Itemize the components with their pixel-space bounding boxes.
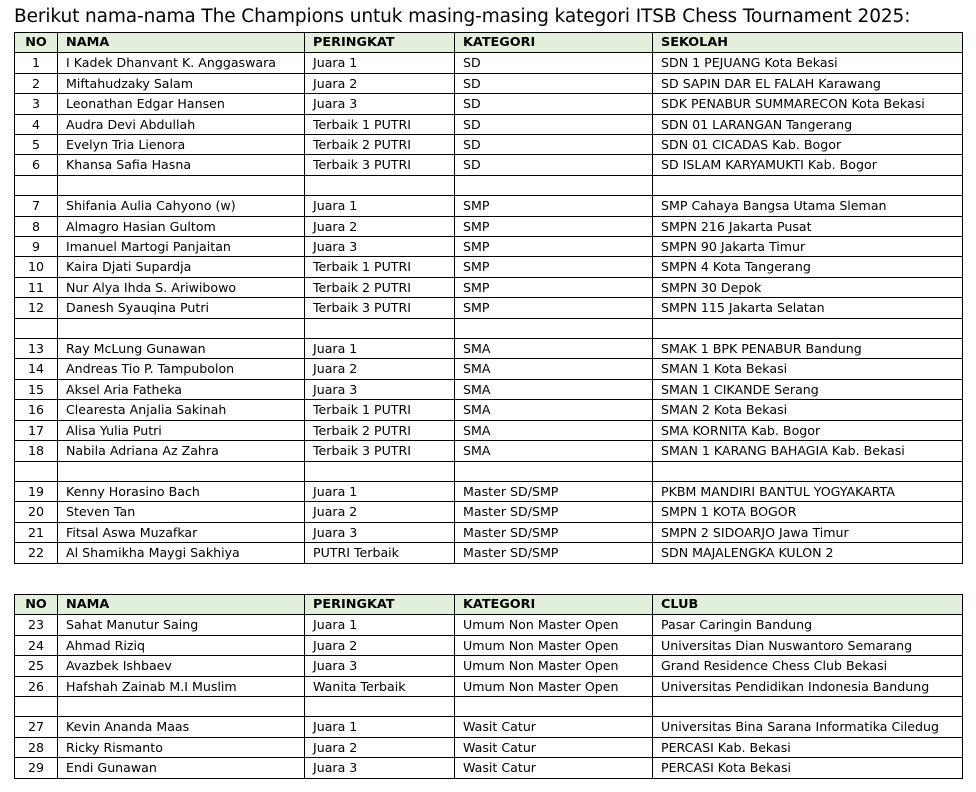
cell-nama: Kaira Djati Supardja (58, 257, 305, 277)
empty-cell (15, 318, 58, 338)
cell-peringkat: Terbaik 1 PUTRI (305, 257, 455, 277)
empty-cell (455, 697, 653, 717)
table-row (15, 359, 963, 379)
cell-organisasi: SDK PENABUR SUMMARECON Kota Bekasi (653, 94, 963, 114)
cell-nama: Kenny Horasino Bach (58, 481, 305, 501)
cell-no: 6 (15, 155, 58, 175)
cell-organisasi: Universitas Bina Sarana Informatika Ciledug (653, 717, 963, 737)
cell-kategori: SMP (455, 196, 653, 216)
cell-peringkat: Juara 1 (305, 53, 455, 73)
cell-organisasi: SMAN 1 Kota Bekasi (653, 359, 963, 379)
school-champions-table (14, 32, 963, 564)
table-row (15, 73, 963, 93)
cell-peringkat: Juara 2 (305, 359, 455, 379)
cell-peringkat: Juara 2 (305, 737, 455, 757)
cell-no: 18 (15, 441, 58, 461)
cell-no: 2 (15, 73, 58, 93)
cell-peringkat: Juara 2 (305, 502, 455, 522)
cell-no: 14 (15, 359, 58, 379)
cell-no: 1 (15, 53, 58, 73)
header-nama: NAMA (58, 33, 305, 53)
header-kategori: KATEGORI (455, 33, 653, 53)
cell-kategori: SMP (455, 277, 653, 297)
header-sekolah: SEKOLAH (653, 33, 963, 53)
cell-kategori: Wasit Catur (455, 717, 653, 737)
cell-nama: Leonathan Edgar Hansen (58, 94, 305, 114)
cell-kategori: SD (455, 73, 653, 93)
cell-no: 25 (15, 656, 58, 676)
cell-nama: Al Shamikha Maygi Sakhiya (58, 543, 305, 563)
cell-nama: Danesh Syauqina Putri (58, 298, 305, 318)
header-kategori: KATEGORI (455, 595, 653, 615)
cell-kategori: Wasit Catur (455, 758, 653, 778)
spacer-row (15, 318, 963, 338)
cell-nama: Sahat Manutur Saing (58, 615, 305, 635)
cell-kategori: SD (455, 114, 653, 134)
cell-organisasi: SDN 01 LARANGAN Tangerang (653, 114, 963, 134)
table-row (15, 522, 963, 542)
cell-no: 23 (15, 615, 58, 635)
document-title: Berikut nama-nama The Champions untuk masing-masing kategori ITSB Chess Tournament 2025: (14, 6, 911, 27)
header-club: CLUB (653, 595, 963, 615)
table-header-row (15, 33, 963, 53)
cell-peringkat: Terbaik 3 PUTRI (305, 155, 455, 175)
cell-peringkat: Wanita Terbaik (305, 676, 455, 696)
table-row (15, 656, 963, 676)
table-row (15, 400, 963, 420)
table-row (15, 481, 963, 501)
cell-kategori: SD (455, 53, 653, 73)
table-row (15, 257, 963, 277)
table-row (15, 196, 963, 216)
cell-no: 19 (15, 481, 58, 501)
cell-kategori: SMA (455, 359, 653, 379)
cell-organisasi: SMA KORNITA Kab. Bogor (653, 420, 963, 440)
cell-no: 20 (15, 502, 58, 522)
cell-kategori: Master SD/SMP (455, 543, 653, 563)
header-no: NO (15, 33, 58, 53)
cell-peringkat: Juara 3 (305, 237, 455, 257)
cell-peringkat: Terbaik 1 PUTRI (305, 114, 455, 134)
cell-organisasi: PERCASI Kab. Bekasi (653, 737, 963, 757)
cell-organisasi: SDN MAJALENGKA KULON 2 (653, 543, 963, 563)
cell-kategori: SMA (455, 379, 653, 399)
header-peringkat: PERINGKAT (305, 595, 455, 615)
cell-organisasi: SMPN 30 Depok (653, 277, 963, 297)
cell-nama: Clearesta Anjalia Sakinah (58, 400, 305, 420)
cell-kategori: SMA (455, 400, 653, 420)
cell-no: 13 (15, 339, 58, 359)
empty-cell (15, 175, 58, 195)
empty-cell (653, 697, 963, 717)
cell-organisasi: SMPN 90 Jakarta Timur (653, 237, 963, 257)
cell-nama: Imanuel Martogi Panjaitan (58, 237, 305, 257)
table-row (15, 135, 963, 155)
cell-no: 3 (15, 94, 58, 114)
cell-peringkat: Terbaik 2 PUTRI (305, 277, 455, 297)
cell-nama: Almagro Hasian Gultom (58, 216, 305, 236)
empty-cell (305, 461, 455, 481)
cell-peringkat: Juara 3 (305, 522, 455, 542)
cell-nama: Ahmad Riziq (58, 635, 305, 655)
table-row (15, 420, 963, 440)
cell-no: 12 (15, 298, 58, 318)
empty-cell (455, 318, 653, 338)
cell-organisasi: PERCASI Kota Bekasi (653, 758, 963, 778)
cell-peringkat: Juara 3 (305, 94, 455, 114)
cell-nama: Alisa Yulia Putri (58, 420, 305, 440)
cell-peringkat: Juara 1 (305, 717, 455, 737)
cell-kategori: Umum Non Master Open (455, 676, 653, 696)
cell-nama: Nabila Adriana Az Zahra (58, 441, 305, 461)
spacer-row (15, 461, 963, 481)
cell-organisasi: PKBM MANDIRI BANTUL YOGYAKARTA (653, 481, 963, 501)
cell-kategori: Master SD/SMP (455, 481, 653, 501)
cell-kategori: SMP (455, 257, 653, 277)
cell-organisasi: SMPN 2 SIDOARJO Jawa Timur (653, 522, 963, 542)
cell-nama: Nur Alya Ihda S. Ariwibowo (58, 277, 305, 297)
cell-nama: Hafshah Zainab M.I Muslim (58, 676, 305, 696)
cell-nama: Miftahudzaky Salam (58, 73, 305, 93)
cell-organisasi: SDN 1 PEJUANG Kota Bekasi (653, 53, 963, 73)
cell-no: 11 (15, 277, 58, 297)
empty-cell (58, 697, 305, 717)
cell-nama: Avazbek Ishbaev (58, 656, 305, 676)
cell-nama: Steven Tan (58, 502, 305, 522)
cell-no: 27 (15, 717, 58, 737)
cell-no: 22 (15, 543, 58, 563)
cell-organisasi: Universitas Dian Nuswantoro Semarang (653, 635, 963, 655)
table-row (15, 502, 963, 522)
cell-nama: Audra Devi Abdullah (58, 114, 305, 134)
cell-organisasi: SMAN 2 Kota Bekasi (653, 400, 963, 420)
cell-no: 21 (15, 522, 58, 542)
cell-organisasi: Grand Residence Chess Club Bekasi (653, 656, 963, 676)
cell-kategori: SMP (455, 298, 653, 318)
empty-cell (305, 697, 455, 717)
cell-peringkat: Juara 3 (305, 758, 455, 778)
cell-organisasi: SDN 01 CICADAS Kab. Bogor (653, 135, 963, 155)
cell-kategori: SMA (455, 420, 653, 440)
table-row (15, 155, 963, 175)
table-row (15, 635, 963, 655)
cell-organisasi: SD ISLAM KARYAMUKTI Kab. Bogor (653, 155, 963, 175)
header-nama: NAMA (58, 595, 305, 615)
cell-nama: Ray McLung Gunawan (58, 339, 305, 359)
cell-no: 29 (15, 758, 58, 778)
cell-nama: Aksel Aria Fatheka (58, 379, 305, 399)
table-row (15, 737, 963, 757)
cell-no: 24 (15, 635, 58, 655)
cell-organisasi: SMPN 115 Jakarta Selatan (653, 298, 963, 318)
table-row (15, 277, 963, 297)
cell-no: 15 (15, 379, 58, 399)
table-header-row (15, 595, 963, 615)
cell-organisasi: SMAN 1 CIKANDE Serang (653, 379, 963, 399)
cell-peringkat: Juara 2 (305, 73, 455, 93)
cell-kategori: SMA (455, 339, 653, 359)
cell-peringkat: Terbaik 2 PUTRI (305, 420, 455, 440)
cell-no: 4 (15, 114, 58, 134)
cell-kategori: Master SD/SMP (455, 522, 653, 542)
cell-kategori: SMP (455, 216, 653, 236)
cell-peringkat: Juara 1 (305, 615, 455, 635)
cell-no: 8 (15, 216, 58, 236)
cell-organisasi: Universitas Pendidikan Indonesia Bandung (653, 676, 963, 696)
cell-nama: Andreas Tio P. Tampubolon (58, 359, 305, 379)
empty-cell (58, 175, 305, 195)
cell-kategori: SD (455, 155, 653, 175)
cell-nama: Fitsal Aswa Muzafkar (58, 522, 305, 542)
table-row (15, 216, 963, 236)
cell-no: 26 (15, 676, 58, 696)
table-row (15, 543, 963, 563)
header-peringkat: PERINGKAT (305, 33, 455, 53)
table-row (15, 441, 963, 461)
empty-cell (653, 175, 963, 195)
cell-organisasi: SD SAPIN DAR EL FALAH Karawang (653, 73, 963, 93)
cell-no: 16 (15, 400, 58, 420)
cell-kategori: Umum Non Master Open (455, 635, 653, 655)
cell-nama: Endi Gunawan (58, 758, 305, 778)
cell-organisasi: SMAK 1 BPK PENABUR Bandung (653, 339, 963, 359)
cell-organisasi: SMPN 216 Jakarta Pusat (653, 216, 963, 236)
empty-cell (305, 175, 455, 195)
table-row (15, 379, 963, 399)
cell-organisasi: SMPN 4 Kota Tangerang (653, 257, 963, 277)
cell-peringkat: PUTRI Terbaik (305, 543, 455, 563)
table-row (15, 758, 963, 778)
empty-cell (653, 318, 963, 338)
cell-no: 28 (15, 737, 58, 757)
empty-cell (455, 175, 653, 195)
empty-cell (305, 318, 455, 338)
cell-nama: Khansa Safia Hasna (58, 155, 305, 175)
cell-peringkat: Juara 1 (305, 481, 455, 501)
cell-peringkat: Terbaik 3 PUTRI (305, 298, 455, 318)
empty-cell (653, 461, 963, 481)
table-row (15, 114, 963, 134)
cell-nama: Kevin Ananda Maas (58, 717, 305, 737)
empty-cell (58, 461, 305, 481)
cell-peringkat: Juara 2 (305, 635, 455, 655)
table-row (15, 237, 963, 257)
spacer-row (15, 697, 963, 717)
cell-nama: Ricky Rismanto (58, 737, 305, 757)
cell-kategori: Wasit Catur (455, 737, 653, 757)
cell-kategori: Umum Non Master Open (455, 656, 653, 676)
table-row (15, 53, 963, 73)
empty-cell (58, 318, 305, 338)
cell-peringkat: Terbaik 3 PUTRI (305, 441, 455, 461)
cell-peringkat: Juara 2 (305, 216, 455, 236)
cell-no: 5 (15, 135, 58, 155)
cell-kategori: SD (455, 94, 653, 114)
header-no: NO (15, 595, 58, 615)
cell-no: 10 (15, 257, 58, 277)
spacer-row (15, 175, 963, 195)
cell-peringkat: Juara 3 (305, 656, 455, 676)
empty-cell (15, 461, 58, 481)
cell-organisasi: SMAN 1 KARANG BAHAGIA Kab. Bekasi (653, 441, 963, 461)
table-row (15, 676, 963, 696)
cell-peringkat: Juara 3 (305, 379, 455, 399)
cell-organisasi: SMP Cahaya Bangsa Utama Sleman (653, 196, 963, 216)
cell-nama: Evelyn Tria Lienora (58, 135, 305, 155)
cell-no: 7 (15, 196, 58, 216)
cell-kategori: SMP (455, 237, 653, 257)
cell-peringkat: Terbaik 2 PUTRI (305, 135, 455, 155)
empty-cell (15, 697, 58, 717)
cell-kategori: SD (455, 135, 653, 155)
club-champions-table (14, 594, 963, 779)
table-row (15, 94, 963, 114)
cell-kategori: Master SD/SMP (455, 502, 653, 522)
table-row (15, 717, 963, 737)
cell-kategori: SMA (455, 441, 653, 461)
cell-peringkat: Terbaik 1 PUTRI (305, 400, 455, 420)
cell-no: 17 (15, 420, 58, 440)
empty-cell (455, 461, 653, 481)
cell-organisasi: SMPN 1 KOTA BOGOR (653, 502, 963, 522)
cell-peringkat: Juara 1 (305, 196, 455, 216)
table-row (15, 615, 963, 635)
table-row (15, 339, 963, 359)
cell-no: 9 (15, 237, 58, 257)
cell-nama: I Kadek Dhanvant K. Anggaswara (58, 53, 305, 73)
cell-peringkat: Juara 1 (305, 339, 455, 359)
table-row (15, 298, 963, 318)
cell-kategori: Umum Non Master Open (455, 615, 653, 635)
cell-organisasi: Pasar Caringin Bandung (653, 615, 963, 635)
cell-nama: Shifania Aulia Cahyono (w) (58, 196, 305, 216)
